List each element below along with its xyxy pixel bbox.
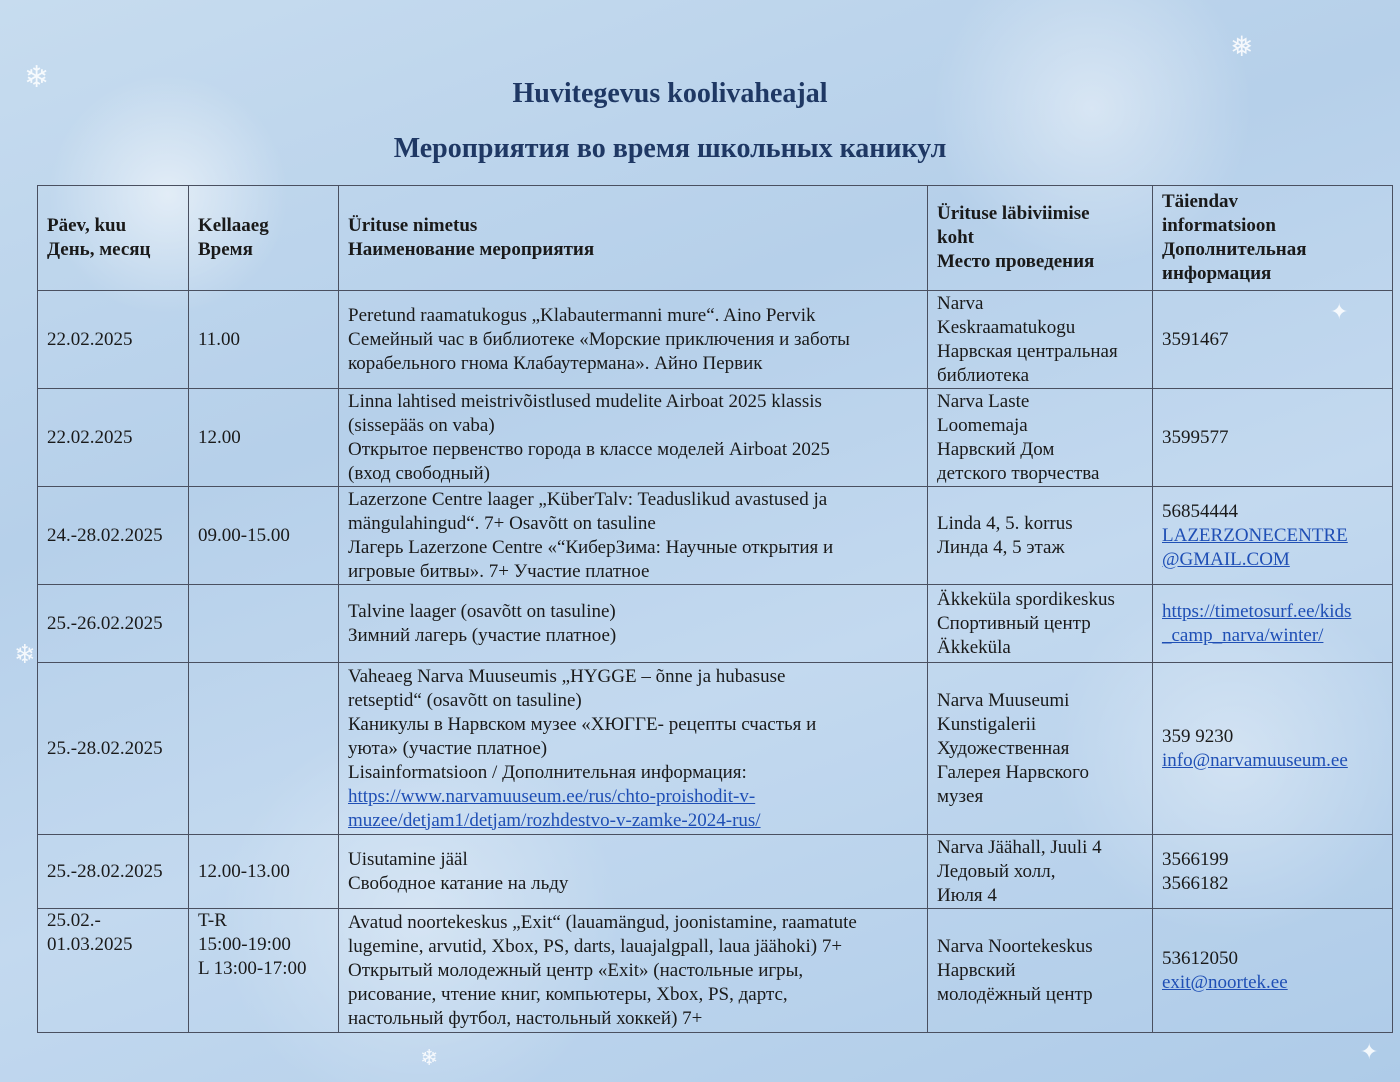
- table-row: [38, 835, 1393, 909]
- event-text: Семейный час в библиотеке «Морские приключения и заботы: [348, 328, 850, 350]
- header-label: Ürituse läbiviimise: [937, 203, 1090, 224]
- place-text: Loomemaja: [937, 414, 1028, 436]
- time-text: 09.00-15.00: [198, 524, 290, 546]
- cell-date: [38, 909, 189, 1033]
- place-text: Спортивный центр: [937, 612, 1091, 634]
- cell-event: [339, 585, 928, 663]
- event-text: уюта» (участие платное): [348, 737, 548, 759]
- cell-date: [38, 389, 189, 487]
- snowflake-icon: ❄: [14, 640, 36, 670]
- cell-place: [928, 291, 1153, 389]
- cell-place: [928, 663, 1153, 835]
- info-link[interactable]: info@narvamuuseum.ee: [1162, 749, 1348, 771]
- info-text: 3599577: [1162, 426, 1229, 448]
- date-text: 22.02.2025: [47, 426, 133, 448]
- place-text: Нарвский: [937, 959, 1016, 981]
- header-label: Время: [198, 239, 253, 260]
- time-text: 11.00: [198, 328, 241, 350]
- event-link[interactable]: https://www.narvamuuseum.ee/rus/chto-proishodit-v-: [348, 785, 756, 807]
- time-text: 15:00-19:00: [198, 934, 291, 955]
- event-text: Зимний лагерь (участие платное): [348, 624, 617, 646]
- cell-place: [928, 487, 1153, 585]
- event-text: игровые битвы». 7+ Участие платное: [348, 560, 650, 582]
- place-text: Äkkeküla: [937, 636, 1011, 658]
- snowflake-icon: ❄: [420, 1046, 439, 1071]
- place-text: Художественная: [937, 737, 1070, 759]
- info-text: 359 9230: [1162, 725, 1234, 747]
- event-text: Свободное катание на льду: [348, 872, 569, 894]
- cell-info: [1153, 487, 1393, 585]
- event-text: (sissepääs on vaba): [348, 414, 495, 436]
- cell-time: [189, 487, 339, 585]
- info-link[interactable]: LAZERZONECENTRE: [1162, 524, 1348, 546]
- info-text: 56854444: [1162, 500, 1238, 522]
- cell-info: [1153, 835, 1393, 909]
- header-label: informatsioon: [1162, 215, 1276, 236]
- date-text: 22.02.2025: [47, 328, 133, 350]
- place-text: Narva: [937, 292, 984, 314]
- cell-info: [1153, 909, 1393, 1033]
- header-info: [1153, 186, 1393, 291]
- cell-info: [1153, 663, 1393, 835]
- info-text: 3566182: [1162, 872, 1229, 894]
- event-text: Linna lahtised meistrivõistlused mudelite Airboat 2025 klassis: [348, 390, 822, 412]
- header-label: Место проведения: [937, 251, 1095, 272]
- info-link[interactable]: exit@noortek.ee: [1162, 971, 1288, 993]
- cell-place: [928, 585, 1153, 663]
- header-label: Дополнительная: [1162, 239, 1307, 260]
- date-text: 25.-28.02.2025: [47, 860, 163, 882]
- cell-time: [189, 585, 339, 663]
- place-text: Äkkeküla spordikeskus: [937, 588, 1115, 610]
- cell-date: [38, 663, 189, 835]
- snowflake-icon: ✦: [1330, 300, 1349, 325]
- table-header-row: [38, 186, 1393, 291]
- place-text: детского творчества: [937, 462, 1100, 484]
- table-row: [38, 291, 1393, 389]
- cell-event: [339, 663, 928, 835]
- cell-event: [339, 835, 928, 909]
- header-label: Наименование мероприятия: [348, 239, 595, 260]
- event-text: Talvine laager (osavõtt on tasuline): [348, 600, 616, 622]
- event-text: Lazerzone Centre laager „KüberTalv: Teaduslikud avastused ja: [348, 488, 828, 510]
- event-text: Peretund raamatukogus „Klabautermanni mure“. Aino Pervik: [348, 304, 816, 326]
- info-text: 53612050: [1162, 947, 1238, 969]
- time-text: T-R: [198, 910, 227, 931]
- cell-place: [928, 389, 1153, 487]
- header-label: Täiendav: [1162, 191, 1239, 212]
- event-text: Открытое первенство города в классе моделей Airboat 2025: [348, 438, 830, 460]
- event-text: рисование, чтение книг, компьютеры, Xbox, PS, дартс,: [348, 983, 788, 1005]
- place-text: Linda 4, 5. korrus: [937, 512, 1073, 534]
- date-text: 25.02.-: [47, 910, 101, 931]
- event-link[interactable]: muzee/detjam1/detjam/rozhdestvo-v-zamke-2024-rus/: [348, 809, 761, 831]
- snowflake-icon: ✦: [1360, 1040, 1379, 1065]
- time-text: L 13:00-17:00: [198, 958, 307, 979]
- event-text: (вход свободный): [348, 462, 490, 484]
- time-text: 12.00: [198, 426, 241, 448]
- place-text: Narva Laste: [937, 390, 1030, 412]
- event-text: Vaheaeg Narva Muuseumis „HYGGE – õnne ja hubasuse: [348, 665, 786, 687]
- header-label: Ürituse nimetus: [348, 215, 478, 236]
- cell-date: [38, 835, 189, 909]
- event-text: Avatud noortekeskus „Exit“ (lauamängud, joonistamine, raamatute: [348, 911, 857, 933]
- cell-info: [1153, 291, 1393, 389]
- place-text: молодёжный центр: [937, 983, 1093, 1005]
- cell-time: [189, 663, 339, 835]
- event-text: Uisutamine jääl: [348, 848, 468, 870]
- place-text: Нарвский Дом: [937, 438, 1055, 460]
- cell-place: [928, 835, 1153, 909]
- header-label: Päev, kuu: [47, 215, 127, 236]
- info-link[interactable]: _camp_narva/winter/: [1162, 624, 1324, 646]
- cell-time: [189, 291, 339, 389]
- header-label: День, месяц: [47, 239, 151, 260]
- cell-info: [1153, 389, 1393, 487]
- cell-info: [1153, 585, 1393, 663]
- date-text: 25.-26.02.2025: [47, 612, 163, 634]
- place-text: библиотека: [937, 364, 1030, 386]
- cell-time: [189, 909, 339, 1033]
- header-place: [928, 186, 1153, 291]
- place-text: Narva Noortekeskus: [937, 935, 1093, 957]
- event-text: Лагерь Lazerzone Centre «“КиберЗима: Научные открытия и: [348, 536, 834, 558]
- cell-event: [339, 909, 928, 1033]
- event-text: mängulahingud“. 7+ Osavõtt on tasuline: [348, 512, 656, 534]
- event-text: lugemine, arvutid, Xbox, PS, darts, lauajalgpall, laua jäähoki) 7+: [348, 935, 843, 957]
- snowflake-icon: ❅: [1230, 30, 1254, 63]
- place-text: Narva Jäähall, Juuli 4: [937, 836, 1102, 858]
- page-title-ru: Мероприятия во время школьных каникул: [393, 133, 947, 164]
- table-row: [38, 663, 1393, 835]
- info-text: 3566199: [1162, 848, 1229, 870]
- place-text: Галерея Нарвского: [937, 761, 1089, 783]
- place-text: Нарвская центральная: [937, 340, 1118, 362]
- event-text: корабельного гнома Клабаутермана». Айно Первик: [348, 352, 763, 374]
- date-text: 25.-28.02.2025: [47, 737, 163, 759]
- place-text: музея: [937, 785, 984, 807]
- header-label: koht: [937, 227, 974, 248]
- info-link[interactable]: https://timetosurf.ee/kids: [1162, 600, 1352, 622]
- cell-event: [339, 389, 928, 487]
- event-text: настольный футбол, настольный хоккей) 7+: [348, 1007, 703, 1029]
- table-row: [38, 389, 1393, 487]
- event-text: Каникулы в Нарвском музее «ХЮГГЕ- рецепты счастья и: [348, 713, 817, 735]
- place-text: Kunstigalerii: [937, 713, 1037, 735]
- event-text: retseptid“ (osavõtt on tasuline): [348, 689, 582, 711]
- place-text: Ледовый холл,: [937, 860, 1056, 882]
- table-row: [38, 585, 1393, 663]
- cell-event: [339, 291, 928, 389]
- cell-time: [189, 389, 339, 487]
- table-row: [38, 909, 1393, 1033]
- place-text: Линда 4, 5 этаж: [937, 536, 1065, 558]
- place-text: Narva Muuseumi: [937, 689, 1070, 711]
- events-table: [37, 185, 1393, 1033]
- snowflake-icon: ❄: [24, 60, 50, 95]
- header-date: [38, 186, 189, 291]
- time-text: 12.00-13.00: [198, 860, 290, 882]
- cell-event: [339, 487, 928, 585]
- date-text: 24.-28.02.2025: [47, 524, 163, 546]
- date-text: 01.03.2025: [47, 934, 133, 955]
- header-label: Kellaaeg: [198, 215, 269, 236]
- place-text: Июля 4: [937, 884, 997, 906]
- cell-date: [38, 487, 189, 585]
- header-time: [189, 186, 339, 291]
- header-event: [339, 186, 928, 291]
- info-text: 3591467: [1162, 328, 1229, 350]
- place-text: Keskraamatukogu: [937, 316, 1076, 338]
- event-text: Открытый молодежный центр «Exit» (настольные игры,: [348, 959, 804, 981]
- cell-date: [38, 585, 189, 663]
- info-link[interactable]: @GMAIL.COM: [1162, 548, 1290, 570]
- header-label: информация: [1162, 263, 1272, 284]
- cell-date: [38, 291, 189, 389]
- table-row: [38, 487, 1393, 585]
- cell-place: [928, 909, 1153, 1033]
- event-text: Lisainformatsioon / Дополнительная информация:: [348, 761, 747, 783]
- cell-time: [189, 835, 339, 909]
- page-title-et: Huvitegevus koolivaheajal: [512, 78, 828, 109]
